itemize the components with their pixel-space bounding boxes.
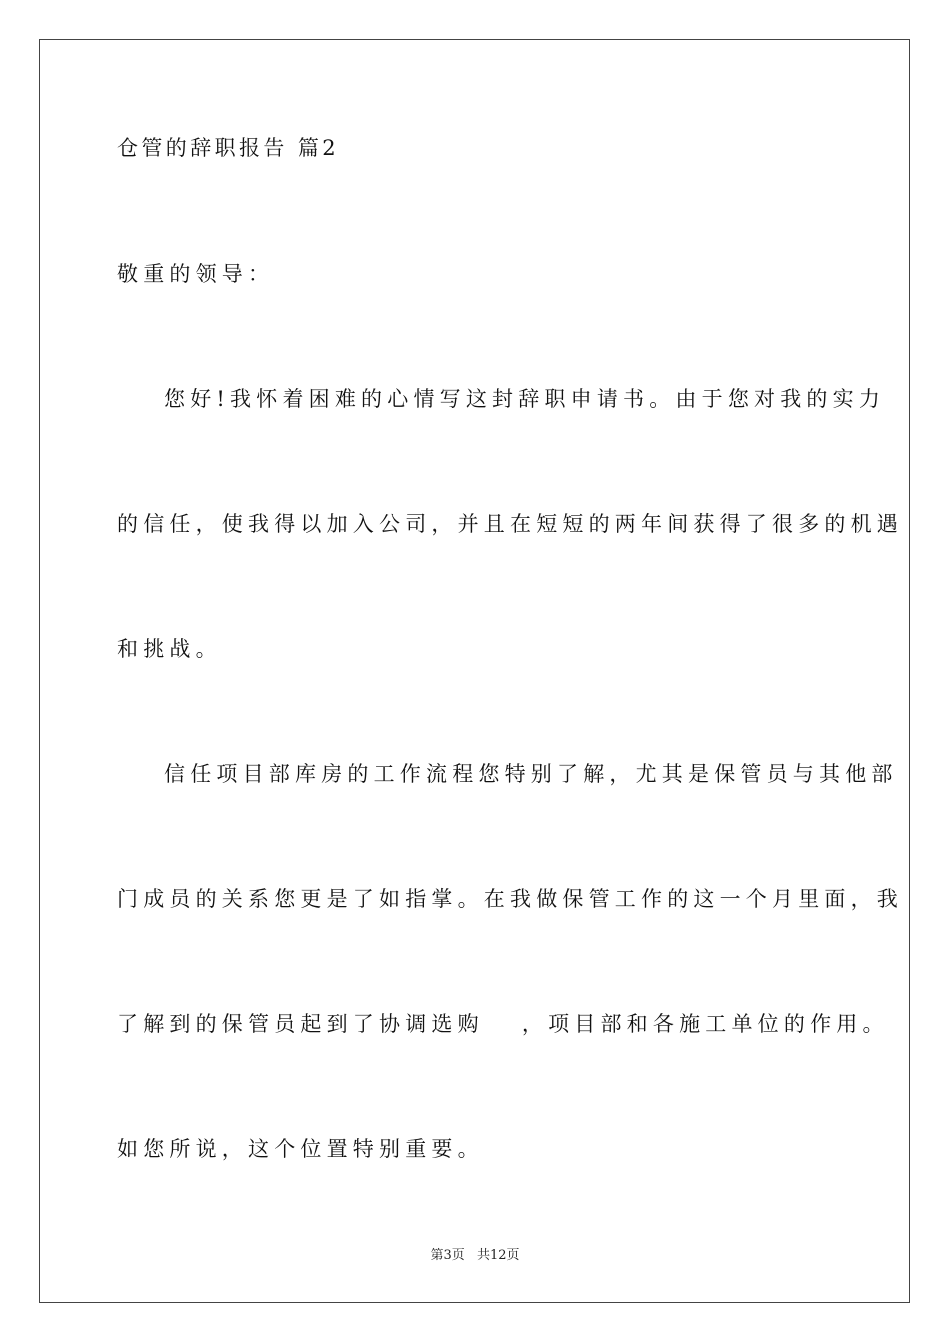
body-line: 的信任，使我得以加入公司，并且在短短的两年间获得了很多的机遇: [117, 512, 903, 536]
document-title: 仓管的辞职报告 篇2: [117, 136, 340, 160]
body-line: 和挑战。: [117, 637, 222, 661]
body-line: 门成员的关系您更是了如指掌。在我做保管工作的这一个月里面，我: [117, 887, 903, 911]
salutation: 敬重的领导：: [117, 262, 275, 286]
page-footer: [0, 1247, 950, 1265]
page-number: 第3页: [430, 1248, 465, 1263]
page-border: [39, 39, 910, 1303]
body-line: 您好!我怀着困难的心情写这封辞职申请书。由于您对我的实力: [164, 387, 886, 411]
body-line: 如您所说，这个位置特别重要。: [117, 1137, 484, 1161]
body-line: 信任项目部库房的工作流程您特别了解，尤其是保管员与其他部: [164, 762, 898, 786]
body-line: 了解到的保管员起到了协调选购 ，项目部和各施工单位的作用。: [117, 1012, 889, 1036]
page-total: 共12页: [476, 1248, 520, 1263]
